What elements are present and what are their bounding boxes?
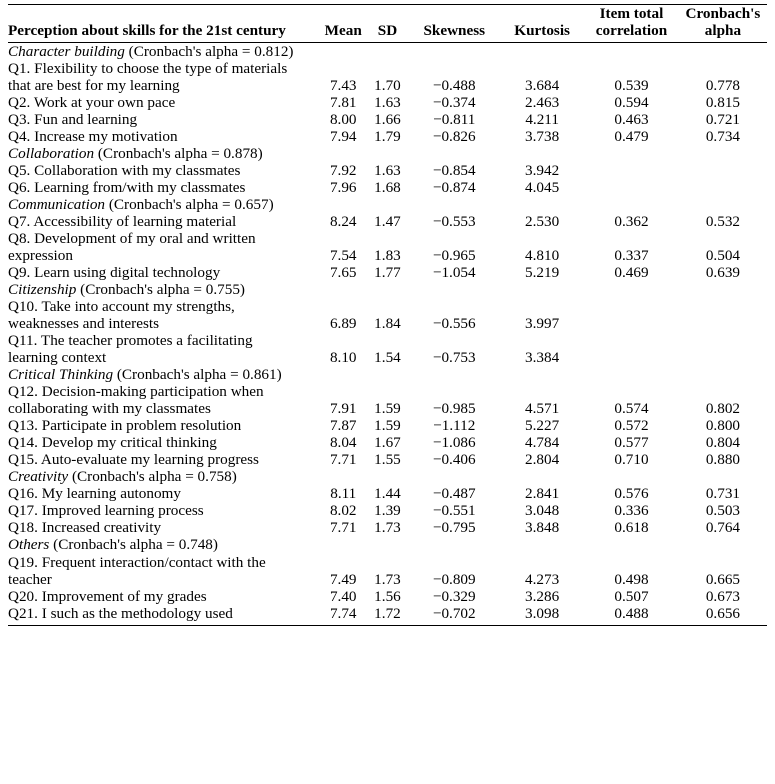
cell-skewness: −0.488 <box>432 77 476 95</box>
cell-sd <box>367 554 409 571</box>
cell-sd: 1.44 <box>374 485 401 503</box>
cell-cronbach-alpha: 0.673 <box>705 587 740 605</box>
cell-skewness: −0.874 <box>432 179 476 197</box>
cell-mean <box>320 554 367 571</box>
item-label: Q17. Improved learning process <box>8 502 204 520</box>
item-label: learning context <box>8 349 107 367</box>
item-label: that are best for my learning <box>8 77 180 95</box>
cell-skewness: −0.556 <box>432 315 476 333</box>
table-header-row <box>8 5 767 39</box>
table-row <box>8 349 767 366</box>
cell-cronbach-alpha: 0.504 <box>705 247 740 265</box>
cell-item-total-correlation: 0.337 <box>614 247 649 265</box>
table-row <box>8 162 767 179</box>
section-name: Others <box>8 536 50 554</box>
cell-mean <box>320 383 367 400</box>
section-alpha-note: (Cronbach's alpha = 0.812) <box>124 43 294 61</box>
table-row <box>8 502 767 519</box>
cell-mean: 7.49 <box>329 570 357 588</box>
cell-item-total-correlation: 0.618 <box>614 519 649 537</box>
cell-item-total-correlation: 0.498 <box>614 570 649 588</box>
cell-item-total-correlation: 0.539 <box>614 77 649 95</box>
rule-cell <box>500 622 584 626</box>
cell-item-total-correlation: 0.507 <box>614 587 649 605</box>
item-label: Q21. I such as the methodology used <box>8 604 233 622</box>
cell-sd: 1.55 <box>374 451 401 469</box>
cell-kurtosis: 2.530 <box>525 213 560 231</box>
cell-skewness: −0.702 <box>432 604 476 622</box>
cell-sd <box>367 298 409 315</box>
cell-item-total-correlation <box>584 230 679 247</box>
rule-cell <box>679 622 767 626</box>
section-header-row <box>8 43 767 61</box>
cell-kurtosis: 3.942 <box>525 162 560 180</box>
cell-kurtosis: 2.841 <box>525 485 560 503</box>
rule-cell <box>8 622 320 626</box>
table-row <box>8 332 767 349</box>
cell-cronbach-alpha: 0.734 <box>705 128 740 146</box>
section-alpha-note: (Cronbach's alpha = 0.748) <box>49 536 218 554</box>
cell-kurtosis: 3.384 <box>525 349 560 367</box>
cell-cronbach-alpha: 0.721 <box>705 111 740 129</box>
header-item-total-correlation-line1: Item total <box>599 5 664 22</box>
cell-cronbach-alpha <box>679 315 767 332</box>
cell-kurtosis <box>500 230 584 247</box>
item-label: weaknesses and interests <box>8 315 159 333</box>
cell-sd: 1.68 <box>374 179 401 197</box>
cell-skewness: −0.811 <box>433 111 476 129</box>
cell-kurtosis: 3.997 <box>525 315 560 333</box>
item-label: Q13. Participate in problem resolution <box>8 417 242 435</box>
table-row <box>8 128 767 145</box>
cell-skewness: −0.329 <box>432 587 476 605</box>
cell-sd: 1.66 <box>374 111 401 129</box>
cell-sd: 1.73 <box>374 519 401 537</box>
cell-sd: 1.77 <box>374 264 401 282</box>
table-row <box>8 383 767 400</box>
table-row <box>8 60 767 77</box>
cell-kurtosis: 4.273 <box>525 570 560 588</box>
item-label: Q20. Improvement of my grades <box>8 587 207 605</box>
section-alpha-note: (Cronbach's alpha = 0.861) <box>113 366 282 384</box>
item-label: Q8. Development of my oral and written <box>8 230 256 248</box>
cell-cronbach-alpha <box>679 230 767 247</box>
cell-kurtosis: 3.684 <box>525 77 560 95</box>
cell-item-total-correlation <box>584 332 679 349</box>
cell-mean <box>320 230 367 247</box>
item-label: Q16. My learning autonomy <box>8 485 181 503</box>
cell-cronbach-alpha <box>679 179 767 196</box>
cell-cronbach-alpha: 0.802 <box>705 400 740 418</box>
table-row <box>8 77 767 94</box>
cell-item-total-correlation <box>584 298 679 315</box>
cell-item-total-correlation <box>584 554 679 571</box>
cell-kurtosis: 4.571 <box>525 400 560 418</box>
section-title <box>8 281 767 298</box>
table-row <box>8 264 767 281</box>
cell-cronbach-alpha <box>679 554 767 571</box>
item-label: collaborating with my classmates <box>8 400 211 418</box>
cell-mean: 8.04 <box>329 434 357 452</box>
cell-cronbach-alpha <box>679 60 767 77</box>
cell-skewness: −1.086 <box>432 434 476 452</box>
cell-item-total-correlation <box>584 315 679 332</box>
cell-cronbach-alpha: 0.503 <box>705 502 740 520</box>
cell-sd: 1.67 <box>374 434 401 452</box>
cell-skewness: −0.809 <box>432 570 476 588</box>
cell-sd: 1.84 <box>374 315 401 333</box>
cell-item-total-correlation: 0.469 <box>614 264 649 282</box>
cell-cronbach-alpha <box>679 349 767 366</box>
item-label: Q7. Accessibility of learning material <box>8 213 237 231</box>
rule-cell <box>320 622 367 626</box>
cell-skewness: −0.795 <box>432 519 476 537</box>
item-label: Q1. Flexibility to choose the type of materials <box>8 60 288 78</box>
item-label: Q10. Take into account my strengths, <box>8 298 235 316</box>
cell-kurtosis <box>500 554 584 571</box>
section-header-row <box>8 536 767 553</box>
table-row <box>8 554 767 571</box>
header-cronbach-alpha-line2: alpha <box>704 22 742 40</box>
cell-kurtosis <box>500 332 584 349</box>
item-label: Q12. Decision-making participation when <box>8 383 264 401</box>
table-row <box>8 111 767 128</box>
cell-mean: 6.89 <box>329 315 357 333</box>
cell-kurtosis: 3.848 <box>525 519 560 537</box>
cell-mean: 7.81 <box>329 94 357 112</box>
cell-skewness <box>408 332 500 349</box>
cell-sd: 1.59 <box>374 417 401 435</box>
cell-mean: 7.54 <box>329 247 357 265</box>
cell-item-total-correlation: 0.576 <box>614 485 649 503</box>
cell-sd: 1.47 <box>374 213 401 231</box>
table-row <box>8 298 767 315</box>
cell-skewness: −0.753 <box>432 349 476 367</box>
table-row <box>8 230 767 247</box>
cell-item-total-correlation: 0.488 <box>614 604 649 622</box>
cell-item-total-correlation <box>584 383 679 400</box>
cell-item-total-correlation: 0.336 <box>614 502 649 520</box>
section-name: Citizenship <box>8 281 77 299</box>
table-row <box>8 451 767 468</box>
cell-cronbach-alpha: 0.656 <box>705 604 740 622</box>
cell-cronbach-alpha: 0.639 <box>705 264 740 282</box>
cell-sd: 1.79 <box>374 128 401 146</box>
cell-sd: 1.39 <box>374 502 401 520</box>
item-label: expression <box>8 247 73 265</box>
cell-item-total-correlation <box>584 162 679 179</box>
section-alpha-note: (Cronbach's alpha = 0.758) <box>68 468 237 486</box>
item-label: Q11. The teacher promotes a facilitating <box>8 332 253 350</box>
section-name: Creativity <box>8 468 69 486</box>
cell-mean: 8.10 <box>329 349 357 367</box>
cell-cronbach-alpha: 0.778 <box>705 77 740 95</box>
item-label: Q4. Increase my motivation <box>8 128 178 146</box>
cell-skewness: −0.374 <box>432 94 476 112</box>
cell-skewness: −0.965 <box>432 247 476 265</box>
cell-skewness <box>408 554 500 571</box>
cell-item-total-correlation: 0.463 <box>614 111 649 129</box>
item-label: Q6. Learning from/with my classmates <box>8 179 246 197</box>
cell-sd: 1.54 <box>374 349 401 367</box>
section-name: Critical Thinking <box>8 366 114 384</box>
cell-sd: 1.70 <box>374 77 401 95</box>
cell-mean: 8.00 <box>329 111 357 129</box>
section-title <box>8 366 767 383</box>
table-row <box>8 605 767 622</box>
cell-item-total-correlation: 0.574 <box>614 400 649 418</box>
cell-mean: 7.96 <box>329 179 357 197</box>
cell-cronbach-alpha: 0.804 <box>705 434 740 452</box>
cell-kurtosis <box>500 60 584 77</box>
rule-cell <box>367 622 409 626</box>
cell-cronbach-alpha <box>679 332 767 349</box>
cell-item-total-correlation: 0.710 <box>614 451 649 469</box>
cell-sd <box>367 332 409 349</box>
cell-sd: 1.59 <box>374 400 401 418</box>
item-label: Q2. Work at your own pace <box>8 94 176 112</box>
table-row <box>8 485 767 502</box>
cell-item-total-correlation <box>584 60 679 77</box>
item-label: Q18. Increased creativity <box>8 519 162 537</box>
table-row <box>8 400 767 417</box>
table-bottom-rule <box>8 622 767 626</box>
cell-kurtosis: 3.048 <box>525 502 560 520</box>
cell-skewness <box>408 298 500 315</box>
table-row <box>8 434 767 451</box>
cell-kurtosis: 2.804 <box>525 451 560 469</box>
item-label: teacher <box>8 570 52 588</box>
cell-kurtosis: 4.784 <box>525 434 560 452</box>
cell-kurtosis: 5.227 <box>525 417 560 435</box>
section-title <box>8 43 767 61</box>
cell-mean <box>320 298 367 315</box>
cell-mean: 8.24 <box>329 213 357 231</box>
cell-item-total-correlation: 0.362 <box>614 213 649 231</box>
header-kurtosis: Kurtosis <box>514 22 570 40</box>
cell-sd: 1.63 <box>374 162 401 180</box>
cell-item-total-correlation <box>584 349 679 366</box>
table-row <box>8 571 767 588</box>
cell-mean: 8.02 <box>329 502 357 520</box>
header-cronbach-alpha-line1: Cronbach's <box>685 5 761 22</box>
section-header-row <box>8 281 767 298</box>
cell-cronbach-alpha: 0.665 <box>705 570 740 588</box>
cell-sd: 1.72 <box>374 604 401 622</box>
header-item-total-correlation-line2: correlation <box>595 22 668 40</box>
item-label: Q19. Frequent interaction/contact with the <box>8 553 266 571</box>
cell-kurtosis: 3.738 <box>525 128 560 146</box>
cell-mean: 7.43 <box>329 77 357 95</box>
item-label: Q3. Fun and learning <box>8 111 138 129</box>
cell-cronbach-alpha: 0.880 <box>705 451 740 469</box>
cell-kurtosis: 3.286 <box>525 587 560 605</box>
item-label: Q9. Learn using digital technology <box>8 264 221 282</box>
table-row <box>8 315 767 332</box>
section-name: Communication <box>8 196 106 214</box>
cell-skewness: −0.406 <box>432 451 476 469</box>
cell-item-total-correlation <box>584 179 679 196</box>
cell-mean: 7.40 <box>329 587 357 605</box>
cell-mean: 7.74 <box>329 604 357 622</box>
header-cronbach-alpha <box>679 5 767 39</box>
section-title <box>8 145 767 162</box>
section-header-row <box>8 145 767 162</box>
cell-item-total-correlation: 0.594 <box>614 94 649 112</box>
cell-cronbach-alpha <box>679 162 767 179</box>
cell-kurtosis: 4.810 <box>525 247 560 265</box>
cell-mean: 7.71 <box>329 519 357 537</box>
item-label: Q15. Auto-evaluate my learning progress <box>8 451 259 469</box>
section-alpha-note: (Cronbach's alpha = 0.657) <box>105 196 274 214</box>
cell-kurtosis: 5.219 <box>525 264 560 282</box>
cell-kurtosis: 4.211 <box>525 111 559 129</box>
section-name: Character building <box>8 43 125 61</box>
table-row <box>8 588 767 605</box>
cell-kurtosis <box>500 298 584 315</box>
header-item-total-correlation <box>584 5 679 39</box>
section-header-row <box>8 366 767 383</box>
cell-skewness <box>408 230 500 247</box>
cell-skewness: −0.854 <box>432 162 476 180</box>
cell-mean: 7.71 <box>329 451 357 469</box>
cell-skewness: −0.551 <box>432 502 476 520</box>
cell-kurtosis: 2.463 <box>525 94 560 112</box>
item-label: Q14. Develop my critical thinking <box>8 434 217 452</box>
section-title <box>8 536 767 553</box>
section-header-row <box>8 468 767 485</box>
cell-mean: 7.87 <box>329 417 357 435</box>
statistics-table <box>8 4 767 626</box>
header-sd: SD <box>377 22 398 40</box>
rule-cell <box>408 622 500 626</box>
cell-cronbach-alpha: 0.532 <box>705 213 740 231</box>
cell-skewness: −0.985 <box>432 400 476 418</box>
cell-sd <box>367 60 409 77</box>
cell-skewness <box>408 383 500 400</box>
cell-skewness: −0.553 <box>432 213 476 231</box>
cell-skewness: −1.112 <box>433 417 476 435</box>
cell-mean: 7.65 <box>329 264 357 282</box>
cell-skewness: −0.487 <box>432 485 476 503</box>
header-perception-label: Perception about skills for the 21st century <box>8 22 286 40</box>
cell-mean: 7.94 <box>329 128 357 146</box>
cell-item-total-correlation: 0.577 <box>614 434 649 452</box>
cell-sd <box>367 230 409 247</box>
table-row <box>8 94 767 111</box>
cell-sd: 1.63 <box>374 94 401 112</box>
header-skewness: Skewness <box>423 22 486 40</box>
cell-kurtosis: 4.045 <box>525 179 560 197</box>
cell-sd: 1.73 <box>374 570 401 588</box>
section-header-row <box>8 196 767 213</box>
cell-item-total-correlation: 0.572 <box>614 417 649 435</box>
table-body <box>8 5 767 626</box>
section-alpha-note: (Cronbach's alpha = 0.878) <box>94 145 263 163</box>
cell-sd <box>367 383 409 400</box>
cell-cronbach-alpha: 0.764 <box>705 519 740 537</box>
cell-skewness: −1.054 <box>432 264 476 282</box>
section-title <box>8 468 767 485</box>
item-label: Q5. Collaboration with my classmates <box>8 162 241 180</box>
cell-cronbach-alpha: 0.800 <box>705 417 740 435</box>
header-mean: Mean <box>324 22 362 40</box>
cell-sd: 1.56 <box>374 587 401 605</box>
section-alpha-note: (Cronbach's alpha = 0.755) <box>76 281 245 299</box>
cell-cronbach-alpha <box>679 383 767 400</box>
cell-cronbach-alpha <box>679 298 767 315</box>
cell-sd: 1.83 <box>374 247 401 265</box>
cell-kurtosis <box>500 383 584 400</box>
table-row <box>8 247 767 264</box>
cell-mean <box>320 332 367 349</box>
cell-skewness: −0.826 <box>432 128 476 146</box>
cell-kurtosis: 3.098 <box>525 604 560 622</box>
table-row <box>8 519 767 536</box>
table-row <box>8 417 767 434</box>
table-row <box>8 179 767 196</box>
cell-cronbach-alpha: 0.815 <box>705 94 740 112</box>
cell-mean <box>320 60 367 77</box>
table-row <box>8 213 767 230</box>
cell-skewness <box>408 60 500 77</box>
cell-mean: 7.92 <box>329 162 357 180</box>
cell-cronbach-alpha: 0.731 <box>705 485 740 503</box>
section-name: Collaboration <box>8 145 95 163</box>
cell-item-total-correlation: 0.479 <box>614 128 649 146</box>
rule-cell <box>584 622 679 626</box>
cell-mean: 7.91 <box>329 400 357 418</box>
section-title <box>8 196 767 213</box>
cell-mean: 8.11 <box>330 485 357 503</box>
